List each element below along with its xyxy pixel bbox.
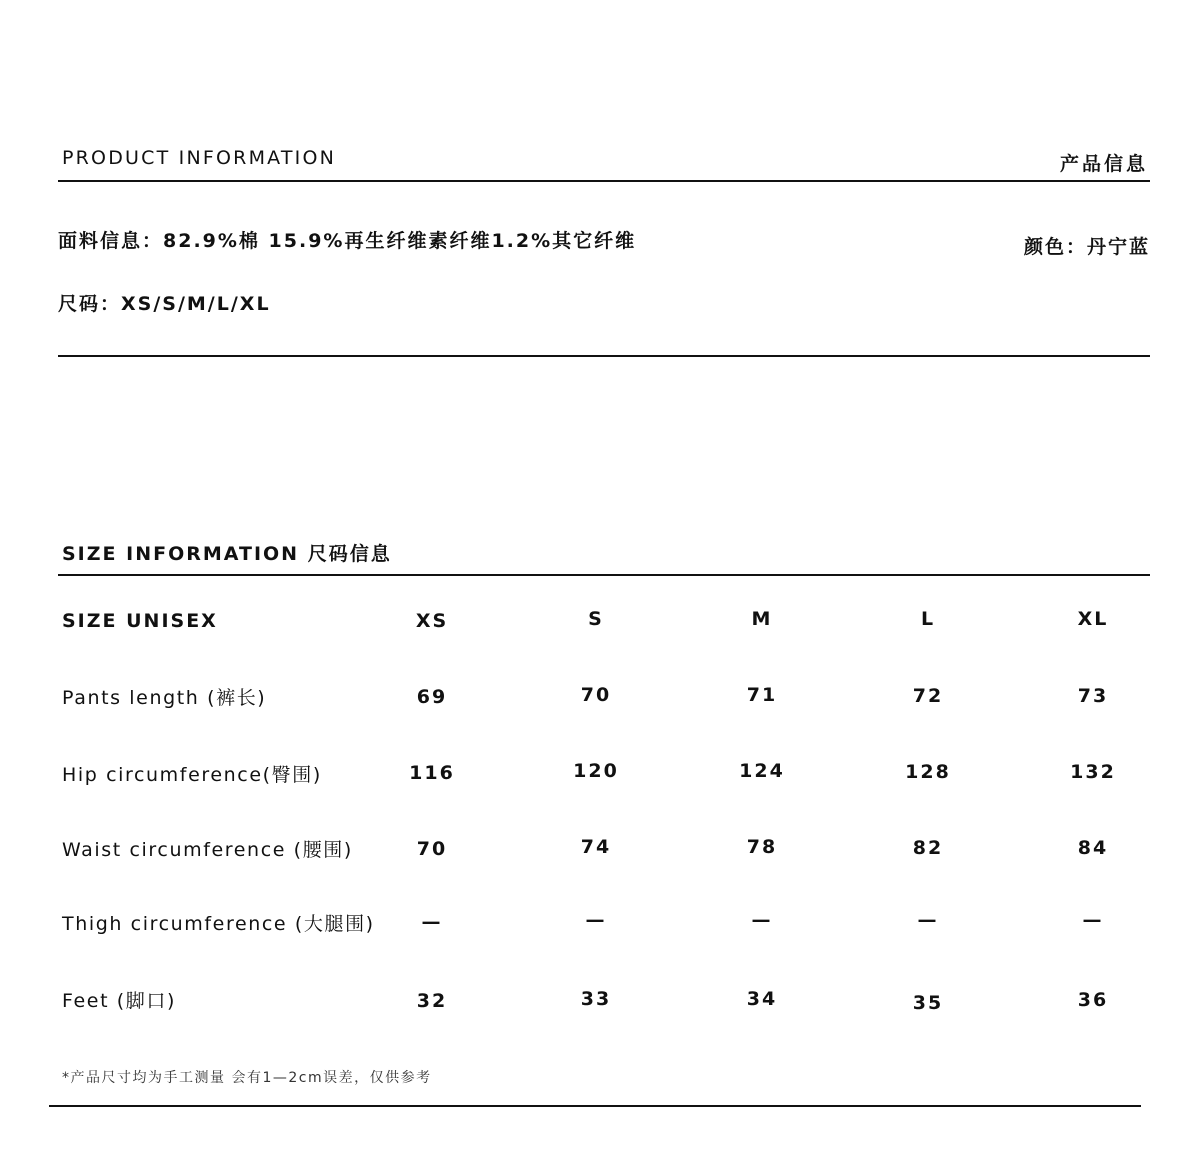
color-info: 颜色：丹宁蓝 [1023, 236, 1150, 258]
table-cell: 35 [912, 992, 944, 1014]
table-cell: 84 [1077, 837, 1109, 859]
table-cell: — [1082, 909, 1104, 931]
product-info-title: PRODUCT INFORMATION [62, 147, 337, 169]
table-cell: — [585, 909, 607, 931]
table-cell: 36 [1077, 989, 1109, 1011]
table-row-label: Thigh circumference (大腿围) [62, 913, 375, 935]
table-cell: — [421, 911, 443, 933]
table-cell: — [917, 909, 939, 931]
table-cell: 124 [739, 760, 785, 782]
product-info-title-cn: 产品信息 [1059, 153, 1148, 175]
column-header: M [751, 608, 773, 630]
table-cell: 120 [573, 760, 619, 782]
table-header-label: SIZE UNISEX [62, 610, 218, 632]
column-header: S [588, 608, 604, 630]
table-cell: 116 [409, 762, 455, 784]
table-row-label: Feet (脚口) [62, 990, 176, 1012]
size-info-title: SIZE INFORMATION 尺码信息 [62, 543, 392, 565]
table-cell: 78 [746, 836, 778, 858]
column-header: XS [415, 610, 449, 632]
divider [58, 574, 1150, 576]
table-cell: 74 [580, 836, 612, 858]
table-cell: 70 [580, 684, 612, 706]
table-cell: 34 [746, 988, 778, 1010]
measurement-note: *产品尺寸均为手工测量 会有1—2cm误差，仅供参考 [62, 1070, 432, 1086]
table-cell: 71 [746, 684, 778, 706]
table-row-label: Waist circumference (腰围) [62, 839, 353, 861]
table-cell: 132 [1070, 761, 1116, 783]
table-cell: 70 [416, 838, 448, 860]
table-cell: 33 [580, 988, 612, 1010]
size-list: 尺码：XS/S/M/L/XL [58, 293, 271, 315]
column-header: L [920, 608, 936, 630]
table-cell: 72 [912, 685, 944, 707]
table-cell: 128 [905, 761, 951, 783]
table-cell: 82 [912, 837, 944, 859]
table-row-label: Hip circumference(臀围) [62, 764, 322, 786]
table-cell: 32 [416, 990, 448, 1012]
fabric-info: 面料信息：82.9%棉 15.9%再生纤维素纤维1.2%其它纤维 [58, 230, 637, 252]
divider [58, 355, 1150, 357]
table-cell: — [751, 909, 773, 931]
table-row-label: Pants length (裤长) [62, 687, 267, 709]
divider [49, 1105, 1141, 1107]
divider [58, 180, 1150, 182]
table-cell: 69 [416, 686, 448, 708]
table-cell: 73 [1077, 685, 1109, 707]
column-header: XL [1077, 608, 1109, 630]
